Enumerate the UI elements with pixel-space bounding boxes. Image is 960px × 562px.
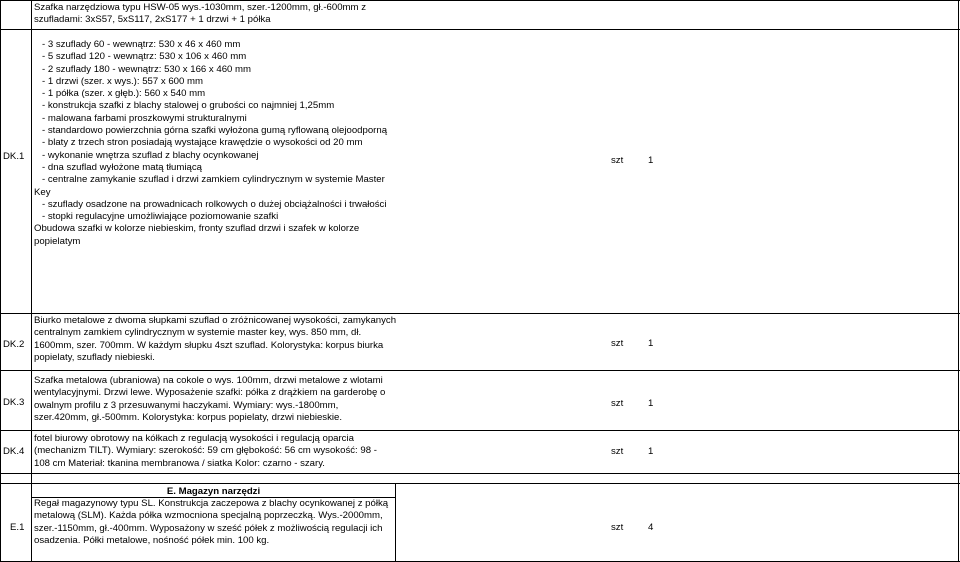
text-line: - standardowo powierzchnia górna szafki wyłożona gumą ryflowaną olejoodporną — [34, 125, 388, 137]
row-unit: szt — [611, 522, 624, 533]
text-line: wentylacyjnymi. Drzwi lewe. Wyposażenie szafki: półka z drążkiem na garderobę o — [34, 387, 386, 399]
row-lp: DK.3 — [3, 397, 25, 408]
text-line: - szuflady osadzone na prowadnicach rolkowych o dużej obciążalności i trwałości — [34, 198, 387, 210]
row-unit: szt — [611, 155, 624, 166]
section-heading — [31, 486, 396, 498]
row-description — [34, 498, 388, 547]
text-line: 1600mm, szer. 700mm. W każdym słupku 4szt szuflad. Kolorystyka: korpus biurka — [34, 339, 384, 351]
text-line: metalową (SLM). Każda półka wzmocniona specjalną poprzeczką. Wys.-2000mm, — [34, 510, 383, 522]
grid-line — [0, 29, 960, 30]
row-description — [34, 433, 377, 470]
text-line: fotel biurowy obrotowy na kółkach z regulacją wysokości i regulacją oparcia — [34, 433, 354, 444]
text-line: - centralne zamykanie szuflad i drzwi zamkiem cylindrycznym w systemie Master — [34, 174, 385, 186]
text-line: centralnym zamkiem cylindrycznym w systemie master key, wys. 850 mm, dł. — [34, 327, 362, 339]
row-lp: DK.2 — [3, 339, 25, 350]
text-line: - 1 drzwi (szer. x wys.): 557 x 600 mm — [34, 75, 203, 87]
text-line: popielatym — [34, 235, 81, 247]
text-line: Key — [34, 186, 51, 198]
text-line: szer.-1150mm, gł.-400mm. Wyposażony w sześć półek z możliwością regulacji ich — [34, 522, 383, 534]
top-row-description — [34, 2, 366, 27]
row-unit: szt — [611, 338, 624, 349]
grid-line — [958, 0, 959, 562]
row-quantity: 1 — [648, 398, 654, 409]
text-line: Szafka narzędziowa typu HSW-05 wys.-1030mm, szer.-1200mm, gł.-600mm z — [34, 2, 366, 13]
row-lp: E.1 — [10, 522, 25, 533]
grid-line — [0, 313, 960, 314]
text-line: szer.420mm, gł.-500mm. Kolorystyka: korpus popielaty, drzwi niebieskie. — [34, 411, 343, 423]
row-description — [34, 315, 396, 364]
row-description — [34, 375, 385, 424]
text-line: - blaty z trzech stron posiadają wystające krawędzie o wysokości od 20 mm — [34, 137, 363, 149]
row-lp: DK.1 — [3, 151, 25, 162]
row-unit: szt — [611, 446, 624, 457]
text-line: - malowana farbami proszkowymi strukturalnymi — [34, 112, 247, 124]
text-line: - 3 szuflady 60 - wewnątrz: 530 x 46 x 460 mm — [34, 39, 241, 50]
text-line: osadzenia. Półki metalowe, nośność półek min. 100 kg. — [34, 534, 270, 546]
text-line: - 2 szuflady 180 - wewnątrz: 530 x 166 x 460 mm — [34, 63, 252, 75]
row-lp: DK.4 — [3, 446, 25, 457]
text-line: Regał magazynowy typu SL. Konstrukcja zaczepowa z blachy ocynkowanej z półką — [34, 498, 389, 509]
text-line: - dna szuflad wyłożone matą tłumiącą — [34, 161, 202, 173]
text-line: owalnym profilu z 3 przesuwanymi haczykami. Wymiary: wys.-1800mm, — [34, 399, 339, 411]
row-quantity: 1 — [648, 338, 654, 349]
row-quantity: 4 — [648, 522, 654, 533]
row-quantity: 1 — [648, 155, 654, 166]
text-line: - konstrukcja szafki z blachy stalowej o grubości co najmniej 1,25mm — [34, 100, 335, 112]
text-line: (mechanizm TILT). Wymiary: szerokość: 59 cm głębokość: 56 cm wysokość: 98 - — [34, 445, 377, 457]
text-line: popielaty, szuflady niebieski. — [34, 351, 155, 363]
text-line: 108 cm Materiał: tkanina membranowa / siatka Kolor: czarno - szary. — [34, 457, 325, 469]
text-line: szufladami: 3xS57, 5xS117, 2xS177 + 1 drzwi + 1 półka — [34, 14, 271, 26]
text-line: - wykonanie wnętrza szuflad z blachy ocynkowanej — [34, 149, 259, 161]
grid-line — [0, 0, 960, 1]
grid-line — [0, 430, 960, 431]
text-line: - 1 półka (szer. x głęb.): 560 x 540 mm — [34, 88, 206, 100]
grid-line — [0, 483, 960, 484]
row-description — [34, 39, 387, 248]
grid-line — [0, 370, 960, 371]
section-heading-text: E. Magazyn narzędzi — [166, 486, 261, 497]
row-unit: szt — [611, 398, 624, 409]
grid-line — [0, 0, 1, 562]
text-line: Biurko metalowe z dwoma słupkami szuflad o zróżnicowanej wysokości, zamykanych — [34, 315, 397, 326]
text-line: - stopki regulacyjne umożliwiające poziomowanie szafki — [34, 211, 279, 223]
row-quantity: 1 — [648, 446, 654, 457]
grid-line — [31, 0, 32, 562]
text-line: Szafka metalowa (ubraniowa) na cokole o wys. 100mm, drzwi metalowe z wlotami — [34, 375, 383, 386]
grid-line — [0, 473, 960, 474]
text-line: - 5 szuflad 120 - wewnątrz: 530 x 106 x 460 mm — [34, 51, 247, 63]
text-line: Obudowa szafki w kolorze niebieskim, fronty szuflad drzwi i szafek w kolorze — [34, 223, 360, 235]
